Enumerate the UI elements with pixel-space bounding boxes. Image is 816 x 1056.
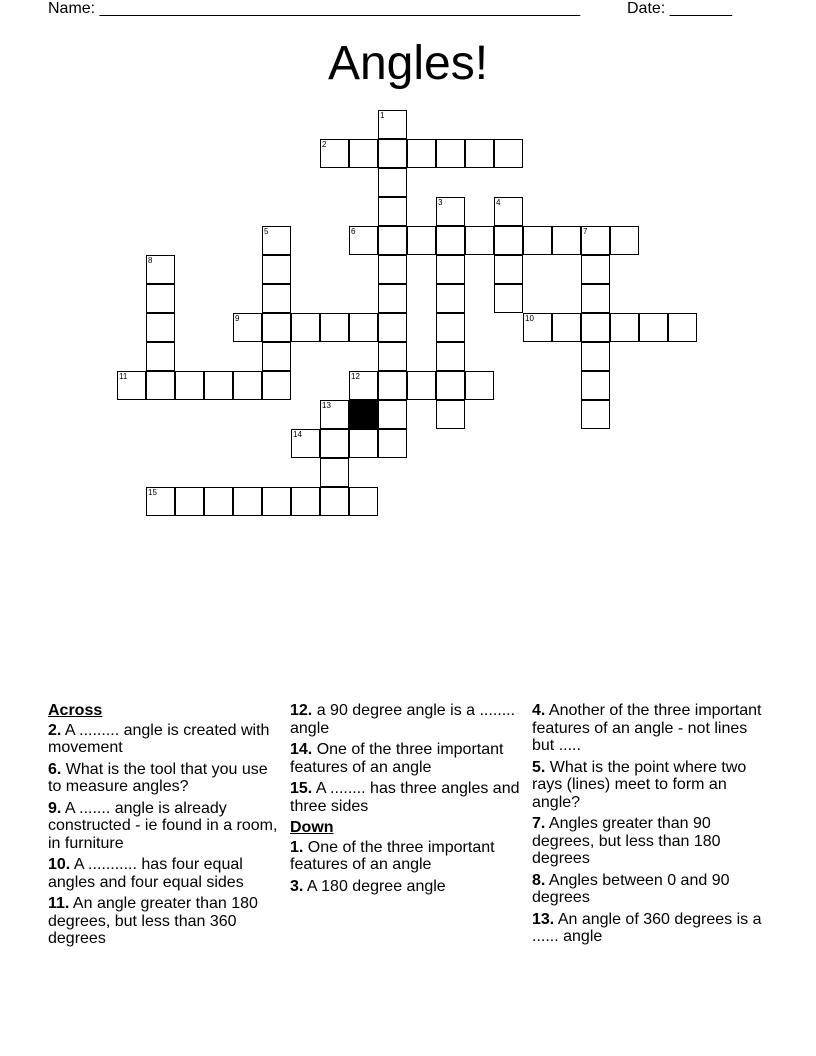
grid-cell[interactable] <box>436 284 465 313</box>
clue-down-13: 13. An angle of 360 degrees is a ...... angle <box>532 910 762 945</box>
grid-cell[interactable] <box>465 371 494 400</box>
grid-cell[interactable] <box>581 255 610 284</box>
grid-cell[interactable] <box>407 139 436 168</box>
grid-cell[interactable] <box>349 429 378 458</box>
grid-cell[interactable] <box>291 487 320 516</box>
clue-number-1: 1 <box>380 111 385 120</box>
grid-cell[interactable] <box>378 168 407 197</box>
grid-cell[interactable] <box>262 284 291 313</box>
grid-cell[interactable] <box>378 400 407 429</box>
grid-cell[interactable] <box>581 313 610 342</box>
clue-number-6: 6 <box>351 227 356 236</box>
name-line: Name: ______________________________________________________ <box>48 0 581 17</box>
grid-cell[interactable] <box>262 371 291 400</box>
grid-cell[interactable] <box>378 313 407 342</box>
date-line: Date: _______ <box>627 0 732 17</box>
clue-number-9: 9 <box>235 314 240 323</box>
grid-cell[interactable] <box>320 487 349 516</box>
grid-cell[interactable] <box>436 226 465 255</box>
clue-number-14: 14 <box>293 430 302 439</box>
across-heading: Across <box>48 702 103 719</box>
grid-cell[interactable] <box>465 139 494 168</box>
clue-down-4: 4. Another of the three important features of an angle - not lines but ..... <box>532 702 762 754</box>
clue-down-7: 7. Angles greater than 90 degrees, but less than 180 degrees <box>532 815 721 867</box>
clues-column-2 <box>290 702 522 899</box>
clue-down-3: 3. A 180 degree angle <box>290 877 446 895</box>
grid-cell[interactable] <box>262 313 291 342</box>
black-square <box>349 400 378 429</box>
clue-across-12: 12. a 90 degree angle is a ........ angle <box>290 702 516 737</box>
grid-cell[interactable] <box>378 226 407 255</box>
clue-down-5: 5. What is the point where two rays (lines) meet to form an angle? <box>532 758 747 811</box>
grid-cell[interactable] <box>146 342 175 371</box>
grid-cell[interactable] <box>233 487 262 516</box>
grid-cell[interactable] <box>262 487 291 516</box>
grid-cell[interactable] <box>146 284 175 313</box>
grid-cell[interactable] <box>204 487 233 516</box>
clue-number-4: 4 <box>496 198 501 207</box>
grid-cell[interactable] <box>378 342 407 371</box>
grid-cell[interactable] <box>378 284 407 313</box>
clue-number-10: 10 <box>525 314 534 323</box>
grid-cell[interactable] <box>494 284 523 313</box>
grid-cell[interactable] <box>436 371 465 400</box>
down-heading: Down <box>290 819 334 836</box>
grid-cell[interactable] <box>610 226 639 255</box>
grid-cell[interactable] <box>320 429 349 458</box>
grid-cell[interactable] <box>436 313 465 342</box>
grid-cell[interactable] <box>465 226 494 255</box>
grid-cell[interactable] <box>320 458 349 487</box>
grid-cell[interactable] <box>668 313 697 342</box>
grid-cell[interactable] <box>349 313 378 342</box>
clues-column-1 <box>48 702 280 952</box>
grid-cell[interactable] <box>262 255 291 284</box>
grid-cell[interactable] <box>378 197 407 226</box>
grid-cell[interactable] <box>349 139 378 168</box>
grid-cell[interactable] <box>146 313 175 342</box>
grid-cell[interactable] <box>175 487 204 516</box>
clue-number-7: 7 <box>583 227 588 236</box>
clue-number-13: 13 <box>322 401 331 410</box>
grid-cell[interactable] <box>146 371 175 400</box>
grid-cell[interactable] <box>436 255 465 284</box>
grid-cell[interactable] <box>581 284 610 313</box>
grid-cell[interactable] <box>494 255 523 284</box>
grid-cell[interactable] <box>320 313 349 342</box>
grid-cell[interactable] <box>494 226 523 255</box>
clue-across-14: 14. One of the three important features of an angle <box>290 741 504 776</box>
grid-cell[interactable] <box>552 226 581 255</box>
clue-down-1: 1. One of the three important features of an angle <box>290 838 495 873</box>
grid-cell[interactable] <box>436 139 465 168</box>
clue-across-11: 11. An angle greater than 180 degrees, but less than 360 degrees <box>48 895 258 947</box>
grid-cell[interactable] <box>436 342 465 371</box>
grid-cell[interactable] <box>204 371 233 400</box>
grid-cell[interactable] <box>523 226 552 255</box>
grid-cell[interactable] <box>407 371 436 400</box>
grid-cell[interactable] <box>436 400 465 429</box>
clue-number-5: 5 <box>264 227 269 236</box>
grid-cell[interactable] <box>262 342 291 371</box>
clue-number-2: 2 <box>322 140 327 149</box>
grid-cell[interactable] <box>291 313 320 342</box>
puzzle-title: Angles! <box>327 37 489 90</box>
clue-number-11: 11 <box>119 372 128 381</box>
clue-number-8: 8 <box>148 256 153 265</box>
grid-cell[interactable] <box>639 313 668 342</box>
clue-across-9: 9. A ....... angle is already constructed - ie found in a room, in furniture <box>48 799 278 852</box>
grid-cell[interactable] <box>407 226 436 255</box>
grid-cell[interactable] <box>175 371 204 400</box>
grid-cell[interactable] <box>349 487 378 516</box>
grid-cell[interactable] <box>378 371 407 400</box>
grid-cell[interactable] <box>494 139 523 168</box>
clue-across-10: 10. A ........... has four equal angles and four equal sides <box>48 856 244 891</box>
grid-cell[interactable] <box>581 371 610 400</box>
clue-number-3: 3 <box>438 198 443 207</box>
grid-cell[interactable] <box>581 400 610 429</box>
clue-across-6: 6. What is the tool that you use to measure angles? <box>48 760 268 795</box>
grid-cell[interactable] <box>378 255 407 284</box>
clue-down-8: 8. Angles between 0 and 90 degrees <box>532 871 730 906</box>
grid-cell[interactable] <box>378 429 407 458</box>
grid-cell[interactable] <box>610 313 639 342</box>
grid-cell[interactable] <box>581 342 610 371</box>
grid-cell[interactable] <box>552 313 581 342</box>
clue-number-12: 12 <box>351 372 360 381</box>
grid-cell[interactable] <box>378 139 407 168</box>
clue-number-15: 15 <box>148 488 157 497</box>
clue-across-15: 15. A ........ has three angles and three sides <box>290 780 520 815</box>
clue-across-2: 2. A ......... angle is created with movement <box>48 721 270 756</box>
clues-column-3 <box>532 702 764 950</box>
grid-cell[interactable] <box>233 371 262 400</box>
